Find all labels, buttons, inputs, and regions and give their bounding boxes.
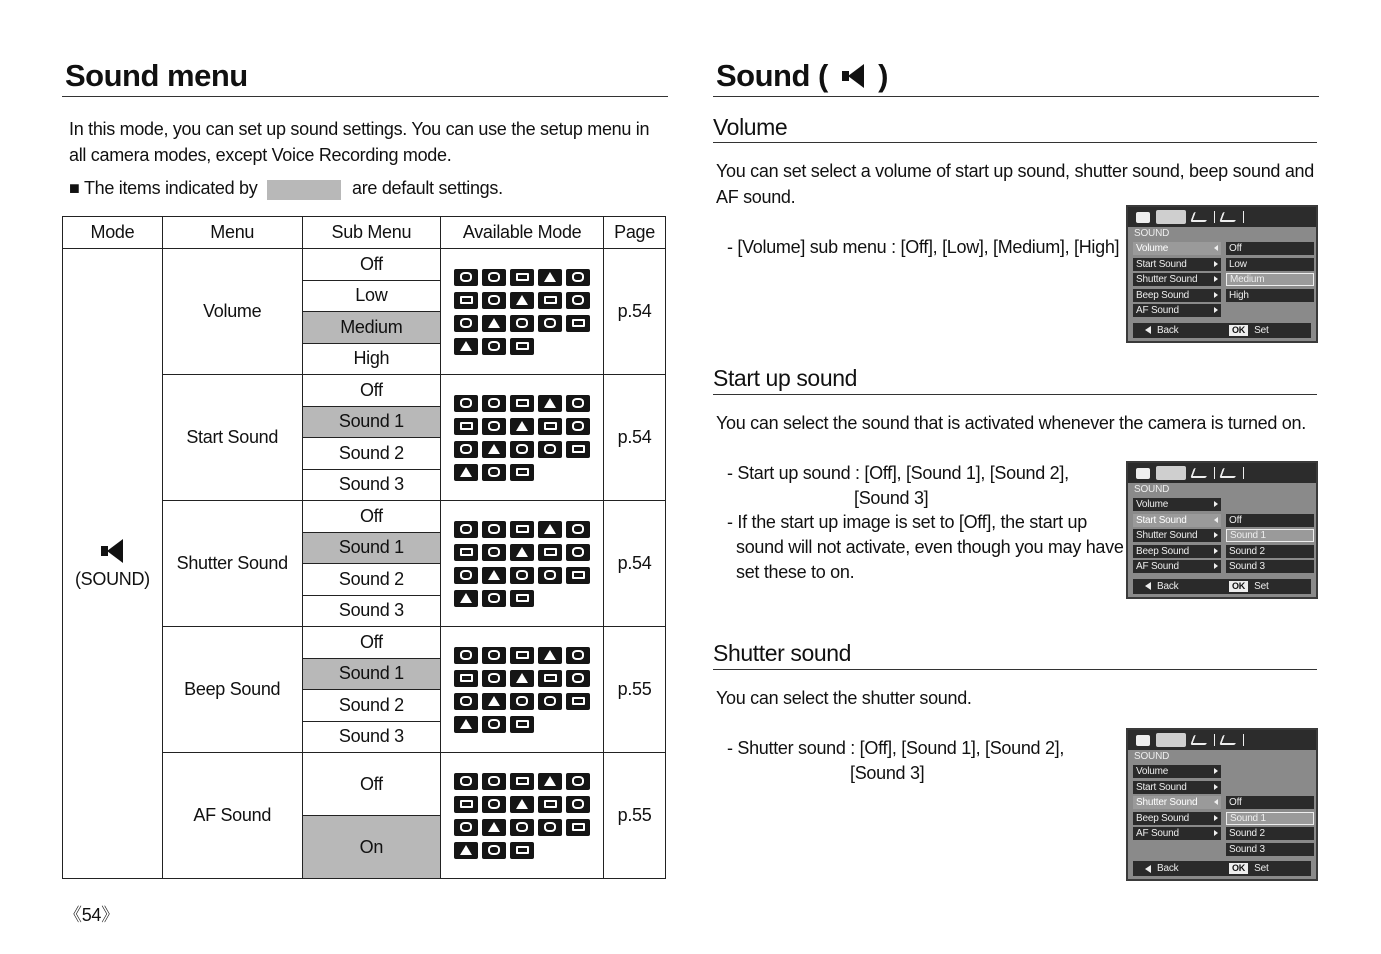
submenu-cell: Sound 1 [302,658,441,690]
menu-cell: Shutter Sound [162,501,302,627]
page-title-right-end: ) [878,58,888,93]
sound-tab-icon [1156,466,1186,480]
mode-icon-grid [441,519,603,609]
page-number: 《54》 [64,905,119,925]
camera-mode-icon [510,773,534,790]
camera-mode-icon [454,842,478,859]
camera-mode-icon [538,647,562,664]
lcd-footer [1133,861,1311,876]
camera-mode-icon [454,693,478,710]
camera-mode-icon [510,842,534,859]
submenu-cell: Medium [302,312,441,344]
lcd-option: Sound 3 [1226,560,1314,573]
camera-mode-icon [454,395,478,412]
back-arrow-icon [1145,326,1151,334]
lcd-footer [1133,579,1311,594]
menu-cell: Start Sound [162,375,302,501]
camera-mode-icon [566,796,590,813]
mode-icon-grid [441,645,603,735]
lcd-option: Sound 1 [1226,529,1314,542]
lcd-menu-item: Volume [1133,765,1221,778]
camera-mode-icon [482,796,506,813]
camera-mode-icon [538,395,562,412]
page-title-left: Sound menu [65,58,248,93]
camera-mode-icon [482,464,506,481]
camera-mode-icon [538,418,562,435]
lcd-menu-item: Beep Sound [1133,289,1221,302]
camera-mode-icon [454,716,478,733]
camera-mode-icon [482,842,506,859]
camera-mode-icon [538,796,562,813]
submenu-cell: Sound 3 [302,595,441,627]
header-available-mode: Available Mode [441,217,604,249]
menu-cell: Beep Sound [162,627,302,753]
lcd-startup-screen [1126,461,1318,599]
sound-tab-icon [1156,210,1186,224]
available-mode-cell [441,375,604,501]
lcd-back-label: Back [1157,863,1179,874]
lcd-option: Off [1226,514,1314,527]
lcd-option: Sound 1 [1226,812,1314,825]
camera-mode-icon [566,315,590,332]
intro-text: In this mode, you can set up sound settings. You can use the setup menu in all camera modes, except Voice Recording mode. [69,119,650,165]
lcd-ok-label: OK [1229,325,1248,336]
page-cell: p.55 [604,627,666,753]
camera-mode-icon [454,647,478,664]
submenu-cell: Off [302,501,441,533]
lcd-set-label: Set [1254,580,1269,592]
lcd-header: SOUND [1134,484,1170,495]
lcd-ok-label: OK [1229,863,1248,874]
camera-mode-icon [538,315,562,332]
startup-note2a: - If the start up image is set to [Off], the start up [727,512,1087,532]
setup2-tab-icon [1219,735,1239,745]
submenu-cell: Sound 3 [302,469,441,501]
lcd-header: SOUND [1134,228,1170,239]
page-title-right-text: Sound ( [716,58,828,93]
submenu-cell: High [302,343,441,375]
camera-mode-icon [538,819,562,836]
lcd-option: Off [1226,242,1314,255]
camera-mode-icon [454,464,478,481]
camera-mode-icon [482,315,506,332]
camera-mode-icon [482,395,506,412]
mode-cell [63,249,163,879]
camera-mode-icon [566,670,590,687]
lcd-footer [1133,323,1311,338]
camera-mode-icon [482,670,506,687]
lcd-header: SOUND [1134,751,1170,762]
camera-mode-icon [566,395,590,412]
camera-mode-icon [510,647,534,664]
camera-tab-icon [1136,468,1150,479]
lcd-menu-item: AF Sound [1133,560,1221,573]
camera-mode-icon [566,693,590,710]
mode-icon-grid [441,267,603,357]
available-mode-cell [441,501,604,627]
submenu-cell: Low [302,280,441,312]
camera-mode-icon [482,773,506,790]
camera-mode-icon [510,441,534,458]
submenu-cell: Off [302,753,441,816]
camera-mode-icon [482,521,506,538]
camera-mode-icon [482,716,506,733]
camera-mode-icon [454,269,478,286]
camera-mode-icon [510,567,534,584]
header-page: Page [604,217,666,249]
camera-mode-icon [510,590,534,607]
lcd-tab-bar [1128,207,1316,227]
camera-mode-icon [510,796,534,813]
camera-mode-icon [454,796,478,813]
available-mode-cell [441,627,604,753]
page-title-right [716,58,888,94]
shutter-rule [713,669,1317,670]
camera-mode-icon [510,464,534,481]
available-mode-cell [441,753,604,879]
sound-menu-table [62,216,666,879]
camera-mode-icon [454,773,478,790]
camera-mode-icon [566,292,590,309]
lcd-back-label: Back [1157,324,1179,336]
camera-mode-icon [482,567,506,584]
camera-mode-icon [566,544,590,561]
lcd-menu-item: Beep Sound [1133,812,1221,825]
camera-mode-icon [482,590,506,607]
startup-note2c: set these to on. [736,562,855,582]
submenu-cell: Sound 1 [302,406,441,438]
camera-mode-icon [510,315,534,332]
startup-heading: Start up sound [713,365,858,391]
camera-mode-icon [510,693,534,710]
camera-mode-icon [482,693,506,710]
camera-mode-icon [538,567,562,584]
camera-mode-icon [454,418,478,435]
page-cell: p.54 [604,375,666,501]
sound-mode-icon [99,538,125,564]
camera-mode-icon [510,670,534,687]
setup2-tab-icon [1219,468,1239,478]
default-swatch [267,180,341,200]
title-rule-right [713,96,1319,97]
camera-mode-icon [510,819,534,836]
camera-mode-icon [454,315,478,332]
camera-mode-icon [454,590,478,607]
camera-mode-icon [482,819,506,836]
camera-mode-icon [510,269,534,286]
camera-mode-icon [538,292,562,309]
camera-mode-icon [482,292,506,309]
camera-mode-icon [538,544,562,561]
camera-tab-icon [1136,735,1150,746]
startup-body: You can select the sound that is activated whenever the camera is turned on. [716,413,1306,433]
submenu-cell: Sound 1 [302,532,441,564]
mode-label: (SOUND) [74,568,150,589]
camera-mode-icon [510,292,534,309]
camera-mode-icon [566,819,590,836]
submenu-cell: Off [302,375,441,407]
camera-mode-icon [566,567,590,584]
submenu-cell: On [302,816,441,879]
shutter-note1b: [Sound 3] [850,763,925,783]
submenu-cell: Sound 2 [302,438,441,470]
lcd-menu-item: Volume [1133,242,1221,255]
title-rule-left [62,96,668,97]
camera-mode-icon [566,773,590,790]
camera-mode-icon [482,441,506,458]
camera-mode-icon [538,521,562,538]
camera-mode-icon [566,441,590,458]
setup1-tab-icon [1190,735,1210,745]
camera-mode-icon [510,544,534,561]
camera-mode-icon [510,338,534,355]
lcd-option: Off [1226,796,1314,809]
speaker-icon [840,63,866,89]
lcd-set-label: Set [1254,324,1269,336]
shutter-heading: Shutter sound [713,640,852,666]
header-submenu: Sub Menu [302,217,441,249]
setup1-tab-icon [1190,468,1210,478]
camera-mode-icon [566,269,590,286]
camera-mode-icon [538,269,562,286]
lcd-option: Sound 2 [1226,827,1314,840]
shutter-body: You can select the shutter sound. [716,688,972,708]
camera-mode-icon [510,395,534,412]
camera-mode-icon [566,418,590,435]
page-cell: p.55 [604,753,666,879]
back-arrow-icon [1145,582,1151,590]
available-mode-cell [441,249,604,375]
camera-mode-icon [454,544,478,561]
camera-mode-icon [538,441,562,458]
camera-mode-icon [510,716,534,733]
setup1-tab-icon [1190,212,1210,222]
lcd-set-label: Set [1254,863,1269,874]
camera-mode-icon [454,441,478,458]
page-cell: p.54 [604,249,666,375]
page-cell: p.54 [604,501,666,627]
camera-mode-icon [482,544,506,561]
mode-icon-grid [441,393,603,483]
camera-mode-icon [538,693,562,710]
submenu-cell: Off [302,627,441,659]
camera-mode-icon [482,269,506,286]
back-arrow-icon [1145,865,1151,873]
lcd-menu-item: Start Sound [1133,514,1221,527]
camera-mode-icon [454,521,478,538]
camera-mode-icon [510,521,534,538]
submenu-cell: Sound 2 [302,690,441,722]
lcd-tab-bar [1128,463,1316,483]
camera-mode-icon [482,338,506,355]
camera-mode-icon [482,418,506,435]
lcd-menu-item: Shutter Sound [1133,273,1221,286]
lcd-menu-item: Start Sound [1133,781,1221,794]
camera-mode-icon [566,521,590,538]
header-menu: Menu [162,217,302,249]
lcd-option: Sound 3 [1226,843,1314,856]
default-note-suffix: are default settings. [352,178,503,198]
submenu-cell: Off [302,249,441,281]
submenu-cell: Sound 2 [302,564,441,596]
lcd-volume-screen [1126,205,1318,343]
camera-mode-icon [454,567,478,584]
camera-tab-icon [1136,212,1150,223]
startup-note1b: [Sound 3] [854,488,929,508]
lcd-menu-item: Beep Sound [1133,545,1221,558]
lcd-menu-item: AF Sound [1133,304,1221,317]
startup-note1a: - Start up sound : [Off], [Sound 1], [Sound 2], [727,463,1069,483]
menu-cell: Volume [162,249,302,375]
lcd-option: High [1226,289,1314,302]
startup-rule [713,394,1317,395]
camera-mode-icon [454,338,478,355]
lcd-ok-label: OK [1229,581,1248,592]
submenu-cell: Sound 3 [302,721,441,753]
sound-tab-icon [1156,733,1186,747]
lcd-back-label: Back [1157,580,1179,592]
camera-mode-icon [510,418,534,435]
lcd-menu-item: Shutter Sound [1133,796,1221,809]
mode-icon-grid [441,771,603,861]
camera-mode-icon [482,647,506,664]
volume-note: - [Volume] sub menu : [Off], [Low], [Medium], [High] [727,237,1120,257]
volume-rule [713,142,1317,143]
lcd-menu-item: Shutter Sound [1133,529,1221,542]
lcd-option: Low [1226,258,1314,271]
lcd-menu-item: Volume [1133,498,1221,511]
camera-mode-icon [454,670,478,687]
lcd-shutter-screen [1126,728,1318,881]
shutter-note1a: - Shutter sound : [Off], [Sound 1], [Sound 2], [727,738,1065,758]
menu-cell: AF Sound [162,753,302,879]
camera-mode-icon [566,647,590,664]
lcd-option: Sound 2 [1226,545,1314,558]
setup2-tab-icon [1219,212,1239,222]
lcd-option: Medium [1226,273,1314,286]
default-note-prefix: ■ The items indicated by [69,178,258,198]
camera-mode-icon [454,819,478,836]
camera-mode-icon [454,292,478,309]
lcd-menu-item: Start Sound [1133,258,1221,271]
header-mode: Mode [63,217,163,249]
startup-note2b: sound will not activate, even though you may have [736,537,1124,557]
volume-body: You can set select a volume of start up sound, shutter sound, beep sound and AF sound. [716,161,1314,207]
volume-heading: Volume [713,114,788,140]
lcd-tab-bar [1128,730,1316,750]
camera-mode-icon [538,670,562,687]
camera-mode-icon [538,773,562,790]
lcd-menu-item: AF Sound [1133,827,1221,840]
